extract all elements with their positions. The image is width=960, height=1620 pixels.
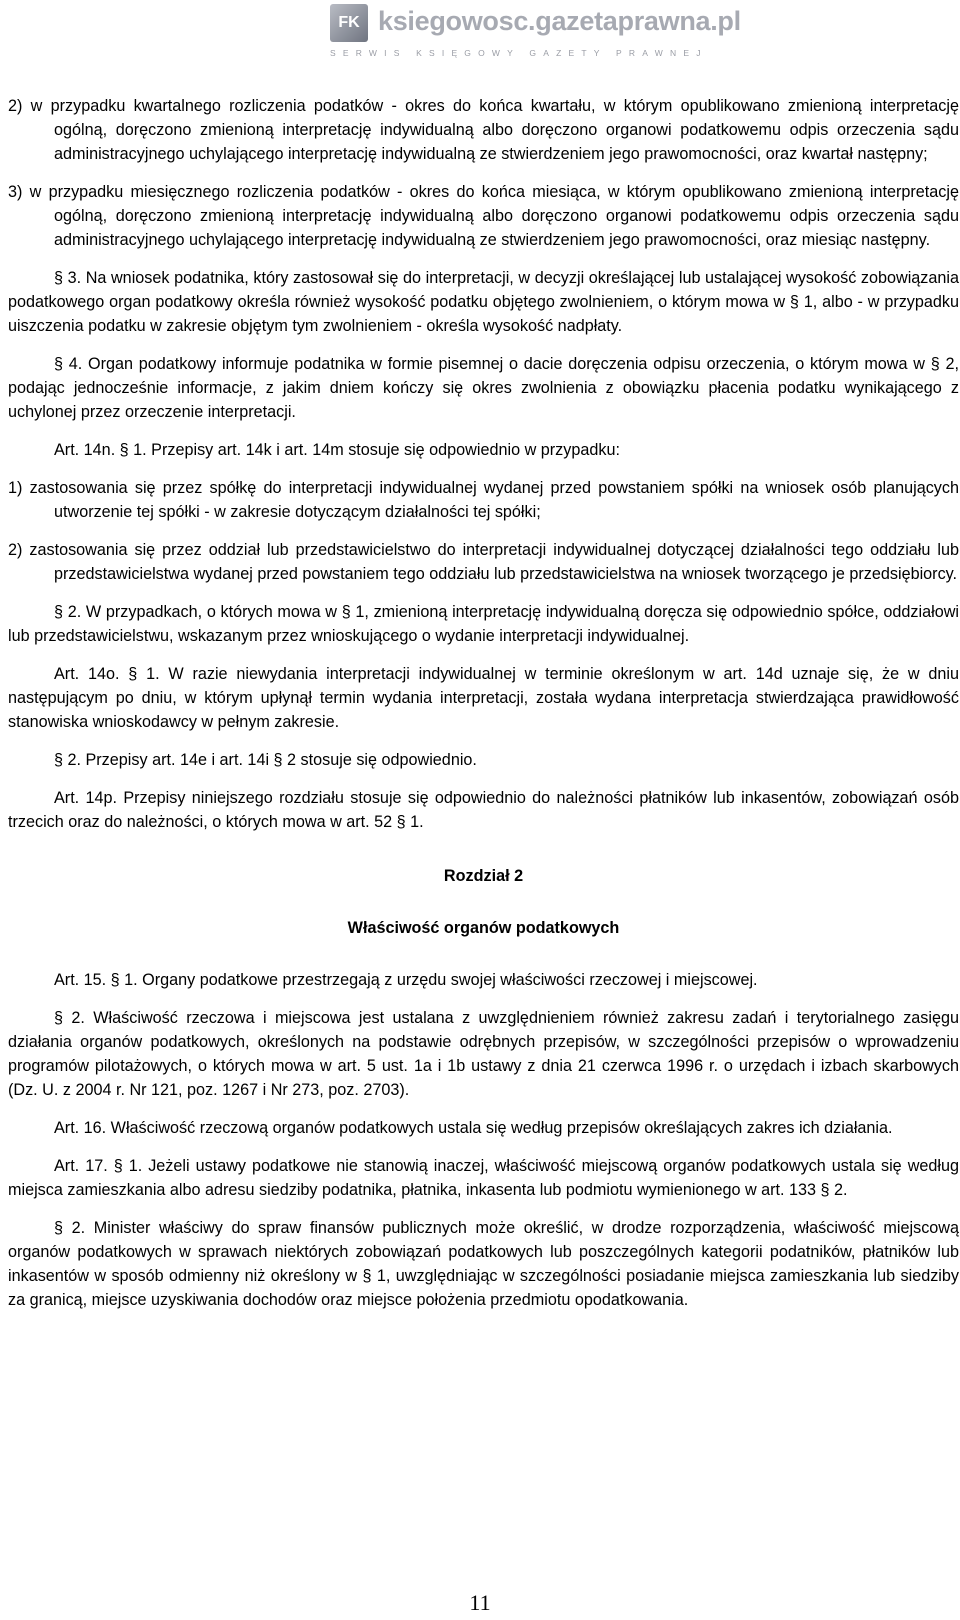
chapter-heading: Rozdział 2	[443, 867, 524, 885]
list-item: 3) w przypadku miesięcznego rozliczenia podatków - okres do końca miesiąca, w którym opublikowano zmienioną interpretację ogólną, doręczono zmienioną interpretację indywidualną albo doręczono organowi podatkowemu odpis orzeczenia sądu administracyjnego uchylającego interpretację indywidualną ze stwierdzeniem jego prawomocności, oraz miesiąc następny.	[8, 183, 959, 249]
paragraph: Art. 16. Właściwość rzeczową organów podatkowych ustala się według przepisów określających zakres ich działania.	[54, 1119, 893, 1137]
fk-logo-icon: FK	[330, 4, 368, 42]
site-name: ksiegowosc.gazetaprawna.pl	[378, 6, 741, 36]
list-item: 2) w przypadku kwartalnego rozliczenia podatków - okres do końca kwartału, w którym opublikowano zmienioną interpretację ogólną, doręczono zmienioną interpretację indywidualną albo doręczono organowi podatkowemu odpis orzeczenia sądu administracyjnego uchylającego interpretację indywidualną ze stwierdzeniem jego prawomocności, oraz kwartał następny;	[8, 97, 959, 163]
paragraph: Art. 15. § 1. Organy podatkowe przestrzegają z urzędu swojej właściwości rzeczowej i miejscowej.	[54, 971, 758, 989]
list-item: 1) zastosowania się przez spółkę do interpretacji indywidualnej wydanej przed powstaniem spółki na wniosek osób planujących utworzenie tej spółki - w zakresie dotyczącym działalności tej spółki;	[8, 479, 959, 521]
site-header	[330, 2, 741, 58]
paragraph: Art. 17. § 1. Jeżeli ustawy podatkowe nie stanowią inaczej, właściwość miejscową organów podatkowych ustala się według miejsca zamieszkania albo adresu siedziby podatnika, płatnika, inkasenta lub podmiotu wymienionego w art. 133 § 2.	[8, 1157, 959, 1199]
paragraph: Art. 14p. Przepisy niniejszego rozdziału stosuje się odpowiednio do należności płatników lub inkasentów, zobowiązań osób trzecich oraz do należności, o których mowa w art. 52 § 1.	[8, 789, 959, 831]
paragraph: § 2. W przypadkach, o których mowa w § 1, zmienioną interpretację indywidualną doręcza się odpowiednio spółce, oddziałowi lub przedstawicielstwu, wskazanym przez wnioskującego o wydanie interpretacji indywidualnej.	[8, 603, 959, 645]
paragraph: § 4. Organ podatkowy informuje podatnika w formie pisemnej o dacie doręczenia odpisu orzeczenia, o którym mowa w § 2, podając jednocześnie informacje, z jakim dniem kończy się okres zwolnienia z obowiązku płacenia podatku wynikającego z uchylonej przez orzeczenie interpretacji.	[8, 355, 959, 421]
list-item: 2) zastosowania się przez oddział lub przedstawicielstwo do interpretacji indywidualnej dotyczącej działalności tego oddziału lub przedstawicielstwa wydanej przed powstaniem tego oddziału lub przedstawicielstwa na wniosek tworzącego je przedsiębiorcy.	[8, 541, 959, 583]
paragraph: Art. 14o. § 1. W razie niewydania interpretacji indywidualnej w terminie określonym w art. 14d uznaje się, że w dniu następującym po dniu, w którym upłynął termin wydania interpretacji, została wydana interpretacja stwierdzająca prawidłowość stanowiska wnioskodawcy w pełnym zakresie.	[8, 665, 959, 731]
paragraph: § 2. Przepisy art. 14e i art. 14i § 2 stosuje się odpowiednio.	[54, 751, 477, 769]
paragraph: Art. 14n. § 1. Przepisy art. 14k i art. 14m stosuje się odpowiednio w przypadku:	[54, 441, 620, 459]
chapter-title: Właściwość organów podatkowych	[347, 919, 620, 937]
document-body	[8, 70, 959, 1312]
page-number: 11	[469, 1590, 491, 1615]
paragraph: § 2. Właściwość rzeczowa i miejscowa jest ustalana z uwzględnieniem również zakresu zadań i terytorialnego zasięgu działania organów podatkowych, określonych na podstawie odrębnych przepisów, w szczególności przepisów o wprowadzeniu programów pilotażowych, o których mowa w art. 5 ust. 1a i 1b ustawy z dnia 21 czerwca 1996 r. o urzędach i izbach skarbowych (Dz. U. z 2004 r. Nr 121, poz. 1267 i Nr 273, poz. 2703).	[8, 1009, 959, 1099]
site-tagline: SERWIS KSIĘGOWY GAZETY PRAWNEJ	[330, 48, 708, 58]
paragraph: § 2. Minister właściwy do spraw finansów publicznych może określić, w drodze rozporządzenia, właściwość miejscową organów podatkowych w sprawach niektórych zobowiązań podatkowych lub poszczególnych kategorii podatników, płatników lub inkasentów w sposób odmienny niż określony w § 1, uwzględniając w szczególności posiadanie miejsca zamieszkania lub siedziby za granicą, miejsce uzyskiwania dochodów oraz miejsce położenia przedmiotu opodatkowania.	[8, 1219, 959, 1309]
paragraph: § 3. Na wniosek podatnika, który zastosował się do interpretacji, w decyzji określającej lub ustalającej wysokość zobowiązania podatkowego organ podatkowy określa również wysokość podatku objętego zwolnieniem, o którym mowa w § 1, albo - w przypadku uiszczenia podatku w zakresie objętym tym zwolnieniem - określa wysokość nadpłaty.	[8, 269, 959, 335]
